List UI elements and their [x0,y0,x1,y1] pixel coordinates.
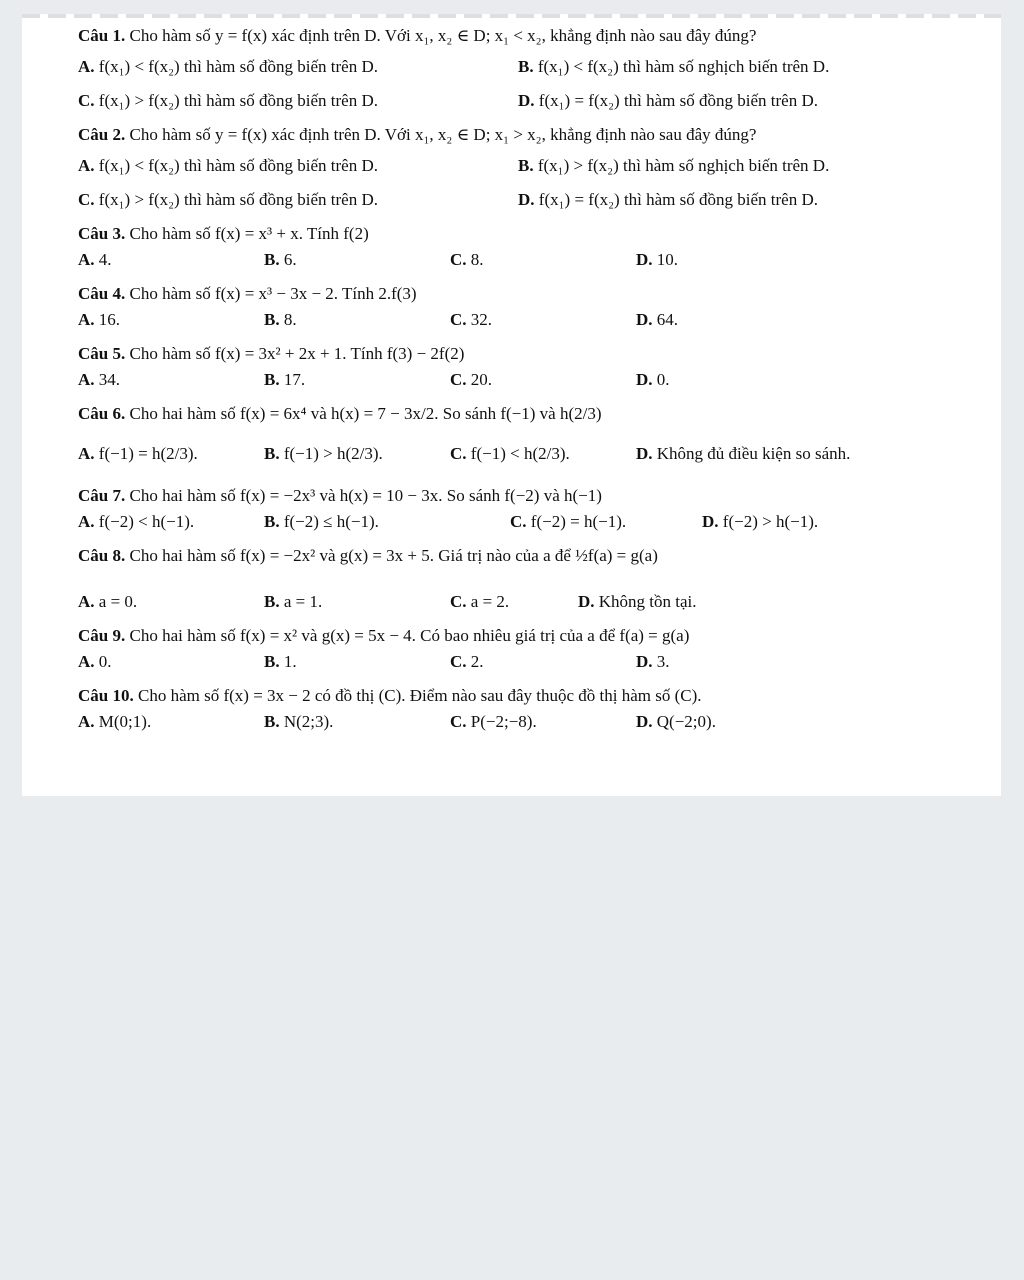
question-number: Câu 1. [78,26,126,45]
option-text: 16. [98,310,121,329]
option-label: A. [78,57,95,76]
option-b[interactable] [264,652,297,672]
question-number: Câu 9. [78,626,126,645]
question-text: Cho hàm số f(x) = 3x² + 2x + 1. Tính f(3) − 2f(2) [129,344,465,363]
option-text: 6. [283,250,297,269]
option-label: B. [518,156,534,175]
option-label: B. [518,57,534,76]
option-label: D. [636,310,653,329]
option-label: C. [78,91,95,110]
option-text: a = 0. [98,592,138,611]
option-d[interactable] [578,592,697,612]
option-text: f(−2) = h(−1). [530,512,627,531]
option-label: B. [264,250,280,269]
option-text: a = 1. [283,592,323,611]
question-stem [78,26,988,46]
option-label: B. [264,652,280,671]
option-label: D. [636,370,653,389]
option-d[interactable] [636,652,670,672]
option-text: M(0;1). [98,712,152,731]
option-label: C. [450,250,467,269]
option-c[interactable] [450,712,537,732]
option-text: 20. [470,370,493,389]
question-stem [78,284,988,304]
option-d[interactable] [636,250,678,270]
option-label: A. [78,444,95,463]
option-label: A. [78,156,95,175]
question-text: Cho hàm số y = f(x) xác định trên D. Với x₁, x₂ ∈ D; x₁ < x₂, khẳng định nào sau đây đúng? [129,26,757,45]
question-stem [78,686,988,706]
option-label: C. [450,592,467,611]
option-a[interactable] [78,250,112,270]
option-b[interactable] [264,370,305,390]
option-text: Q(−2;0). [656,712,716,731]
option-b[interactable] [264,444,383,464]
option-text: f(−1) = h(2/3). [98,444,198,463]
option-d[interactable] [702,512,818,532]
option-a[interactable] [78,156,378,176]
option-a[interactable] [78,310,120,330]
option-label: A. [78,652,95,671]
question-5 [78,344,988,392]
option-text: f(−1) < h(2/3). [470,444,570,463]
option-text: 0. [656,370,670,389]
question-stem [78,404,988,424]
option-a[interactable] [78,652,112,672]
option-text: 3. [656,652,670,671]
option-d[interactable] [636,444,850,464]
option-b[interactable] [264,592,322,612]
option-label: A. [78,370,95,389]
option-label: C. [450,310,467,329]
question-4 [78,284,988,332]
answer-options [78,156,988,178]
answer-options [78,250,988,272]
option-label: D. [636,712,653,731]
option-b[interactable] [264,712,333,732]
option-text: a = 2. [470,592,510,611]
option-text: f(x₁) = f(x₂) thì hàm số đồng biến trên D. [538,190,818,209]
question-stem [78,344,988,364]
option-label: A. [78,310,95,329]
question-stem [78,125,988,145]
option-d[interactable] [518,190,818,210]
option-label: A. [78,712,95,731]
answer-options [78,512,988,534]
question-number: Câu 4. [78,284,126,303]
question-stem [78,224,988,244]
option-label: A. [78,592,95,611]
answer-options [78,190,988,212]
option-text: P(−2;−8). [470,712,537,731]
option-label: B. [264,310,280,329]
option-a[interactable] [78,57,378,77]
option-b[interactable] [264,310,297,330]
option-a[interactable] [78,712,151,732]
option-text: 64. [656,310,679,329]
option-text: f(−2) > h(−1). [722,512,819,531]
option-text: 17. [283,370,306,389]
option-label: D. [636,444,653,463]
question-text: Cho hàm số f(x) = x³ − 3x − 2. Tính 2.f(3) [129,284,417,303]
option-text: Không đủ điều kiện so sánh. [656,444,851,463]
option-c[interactable] [450,370,492,390]
option-d[interactable] [636,712,716,732]
option-c[interactable] [78,190,378,210]
option-text: 4. [98,250,112,269]
option-label: B. [264,592,280,611]
option-c[interactable] [78,91,378,111]
option-text: 8. [470,250,484,269]
option-c[interactable] [450,652,484,672]
option-c[interactable] [450,250,484,270]
answer-options [78,57,988,79]
option-text: Không tồn tại. [598,592,697,611]
answer-options [78,712,988,734]
question-1 [78,26,988,113]
question-text: Cho hai hàm số f(x) = −2x³ và h(x) = 10 − 3x. So sánh f(−2) và h(−1) [129,486,602,505]
option-label: C. [450,370,467,389]
option-a[interactable] [78,592,137,612]
question-number: Câu 2. [78,125,126,144]
option-b[interactable] [264,250,297,270]
option-d[interactable] [636,310,678,330]
question-stem [78,626,988,646]
option-a[interactable] [78,370,120,390]
option-c[interactable] [450,310,492,330]
option-text: f(x₁) > f(x₂) thì hàm số nghịch biến trên D. [537,156,830,175]
option-b[interactable] [264,512,379,532]
option-c[interactable] [510,512,626,532]
question-text: Cho hàm số f(x) = 3x − 2 có đồ thị (C). Điểm nào sau đây thuộc đồ thị hàm số (C). [137,686,702,705]
option-label: D. [636,652,653,671]
question-text: Cho hai hàm số f(x) = x² và g(x) = 5x − 4. Có bao nhiêu giá trị của a để f(a) = g(a) [129,626,690,645]
question-8 [78,546,988,614]
option-b[interactable] [518,57,829,77]
option-text: f(x₁) > f(x₂) thì hàm số đồng biến trên D. [98,91,378,110]
question-text: Cho hàm số y = f(x) xác định trên D. Với x₁, x₂ ∈ D; x₁ > x₂, khẳng định nào sau đây đúng? [129,125,757,144]
option-text: 1. [283,652,297,671]
question-7 [78,486,988,534]
option-text: f(x₁) < f(x₂) thì hàm số đồng biến trên D. [98,156,378,175]
option-c[interactable] [450,592,509,612]
question-number: Câu 8. [78,546,126,565]
question-number: Câu 5. [78,344,126,363]
option-label: C. [450,444,467,463]
option-label: B. [264,712,280,731]
option-b[interactable] [518,156,829,176]
question-number: Câu 6. [78,404,126,423]
option-c[interactable] [450,444,570,464]
question-text: Cho hai hàm số f(x) = 6x⁴ và h(x) = 7 − 3x/2. So sánh f(−1) và h(2/3) [129,404,602,423]
option-label: A. [78,512,95,531]
option-text: f(−2) ≤ h(−1). [283,512,379,531]
option-label: D. [518,190,535,209]
question-2 [78,125,988,212]
option-text: f(x₁) = f(x₂) thì hàm số đồng biến trên D. [538,91,818,110]
option-label: D. [518,91,535,110]
option-label: A. [78,250,95,269]
question-text: Cho hàm số f(x) = x³ + x. Tính f(2) [129,224,369,243]
question-text: Cho hai hàm số f(x) = −2x² và g(x) = 3x + 5. Giá trị nào của a để ½f(a) = g(a) [129,546,658,565]
question-3 [78,224,988,272]
option-label: C. [450,652,467,671]
answer-options [78,652,988,674]
option-text: f(x₁) < f(x₂) thì hàm số nghịch biến trên D. [537,57,830,76]
option-text: f(−2) < h(−1). [98,512,195,531]
option-text: 32. [470,310,493,329]
option-text: 2. [470,652,484,671]
option-label: B. [264,370,280,389]
option-text: f(−1) > h(2/3). [283,444,383,463]
option-text: f(x₁) < f(x₂) thì hàm số đồng biến trên D. [98,57,378,76]
option-d[interactable] [636,370,670,390]
option-label: C. [450,712,467,731]
option-text: 34. [98,370,121,389]
question-6 [78,404,988,478]
answer-options [78,91,988,113]
option-label: C. [78,190,95,209]
cropped-header-line [22,14,1001,18]
question-number: Câu 7. [78,486,126,505]
question-stem [78,546,988,566]
question-list [78,26,988,746]
question-9 [78,626,988,674]
answer-options [78,370,988,392]
question-10 [78,686,988,734]
option-text: 0. [98,652,112,671]
answer-options [78,310,988,332]
option-label: C. [510,512,527,531]
option-label: D. [578,592,595,611]
option-text: N(2;3). [283,712,334,731]
question-number: Câu 10. [78,686,134,705]
question-number: Câu 3. [78,224,126,243]
option-text: f(x₁) > f(x₂) thì hàm số đồng biến trên D. [98,190,378,209]
question-stem [78,486,988,506]
option-label: B. [264,444,280,463]
option-label: B. [264,512,280,531]
option-a[interactable] [78,512,194,532]
answer-options [78,432,988,478]
option-label: D. [636,250,653,269]
option-a[interactable] [78,444,198,464]
worksheet-page [22,14,1001,796]
option-d[interactable] [518,91,818,111]
option-text: 8. [283,310,297,329]
option-label: D. [702,512,719,531]
answer-options [78,592,988,614]
option-text: 10. [656,250,679,269]
